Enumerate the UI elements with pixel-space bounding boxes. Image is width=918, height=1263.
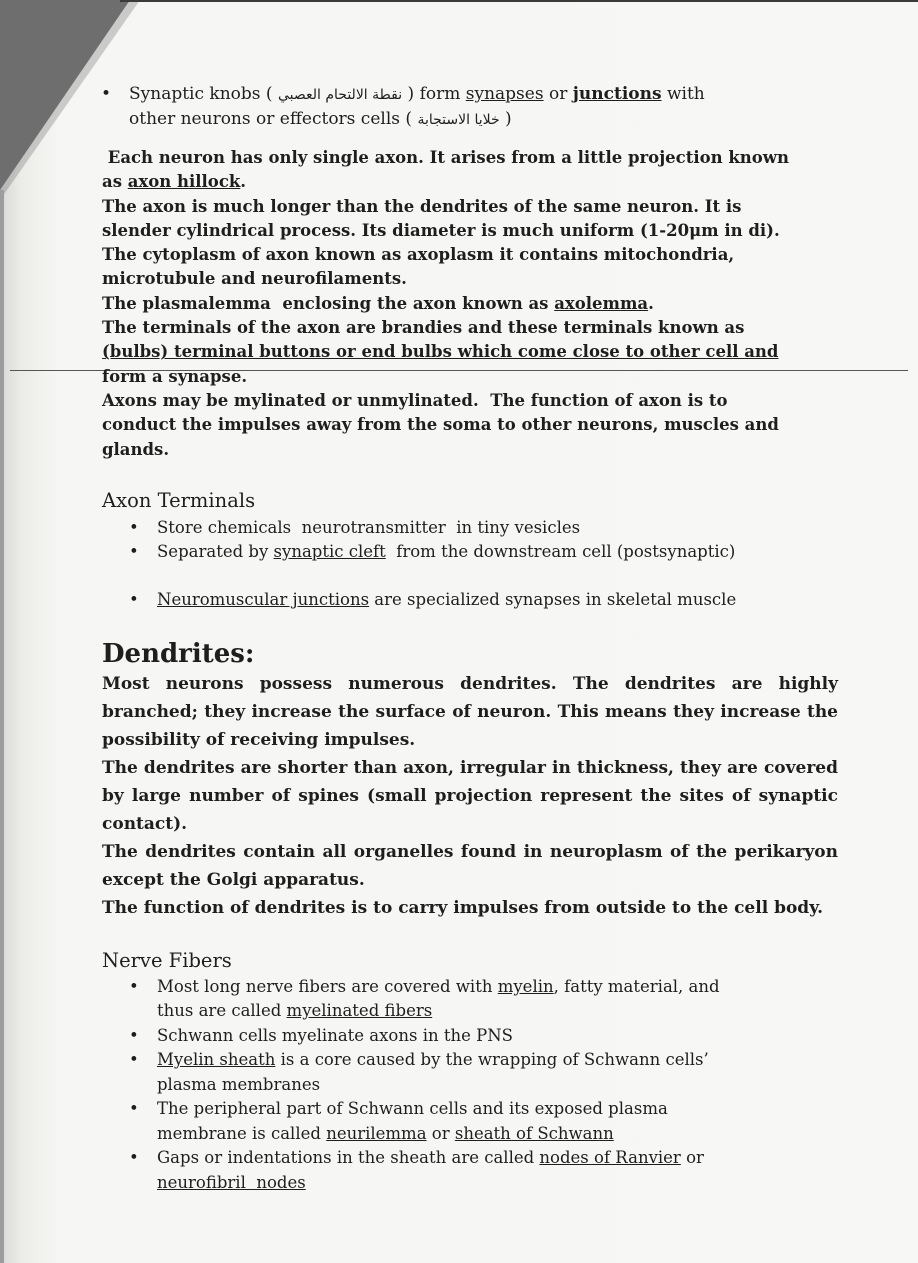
list-item: • Neuromuscular junctions are specialized synapses in skeletal muscle: [102, 588, 838, 612]
synaptic-list: [74, 82, 838, 132]
document-content: [102, 82, 838, 1195]
list-item: • Separated by synaptic cleft from the downstream cell (postsynaptic): [102, 540, 838, 564]
list-item: • Gaps or indentations in the sheath are called nodes of Ranvier or neurofibril nodes: [102, 1146, 838, 1195]
axon-terminals-heading: Axon Terminals: [102, 488, 256, 512]
scan-top-edge: [120, 0, 918, 2]
dendrites-body: Most neurons possess numerous dendrites. The dendrites are highly branched; they increase the surface of neuron. This means they increase the possibility of receiving impulses. The dendrites are shorter than axon, irregular in thickness, they are covered by large number of spines (small projection represent the sites of synaptic contact). The dendrites contain all organelles found in neuroplasm of the perikaryon except the Golgi apparatus. The function of dendrites is to carry impulses from outside to the cell body.: [102, 673, 838, 918]
nerve-fibers-list: [102, 975, 838, 1196]
nerve-fibers-heading: Nerve Fibers: [102, 948, 232, 972]
scan-left-edge: [0, 190, 4, 1263]
list-item: • Schwann cells myelinate axons in the PNS: [102, 1024, 838, 1049]
axon-terminals-list: [102, 516, 838, 612]
axon-paragraph: Each neuron has only single axon. It arises from a little projection known as axon hillock. The axon is much longer than the dendrites of the same neuron. It is slender cylindrical process. Its diameter is much uniform (1-20μm in di). The cytoplasm of axon known as axoplasm it contains mitochondria, microtubule and neurofilaments. The plasmalemma enclosing the axon known as axolemma. The terminals of the axon are brandies and these terminals known as (bulbs) terminal buttons or end bulbs which come close to other cell and form a synapse. Axons may be mylinated or unmylinated. The function of axon is to conduct the impulses away from the soma to other neurons, muscles and glands.: [102, 148, 789, 459]
list-item: • Most long nerve fibers are covered with myelin, fatty material, and thus are called myelinated fibers: [102, 975, 838, 1024]
list-item: • The peripheral part of Schwann cells and its exposed plasma membrane is called neurilemma or sheath of Schwann: [102, 1097, 838, 1146]
list-item: • Store chemicals neurotransmitter in tiny vesicles: [102, 516, 838, 540]
dendrites-heading: Dendrites:: [102, 638, 255, 669]
list-item: • Myelin sheath is a core caused by the wrapping of Schwann cells’ plasma membranes: [102, 1048, 838, 1097]
list-item: • Synaptic knobs ( نقطة الالتحام العصبي ) form synapses or junctions with other neurons or effectors cells ( خلايا الاستجابة ): [74, 82, 838, 132]
